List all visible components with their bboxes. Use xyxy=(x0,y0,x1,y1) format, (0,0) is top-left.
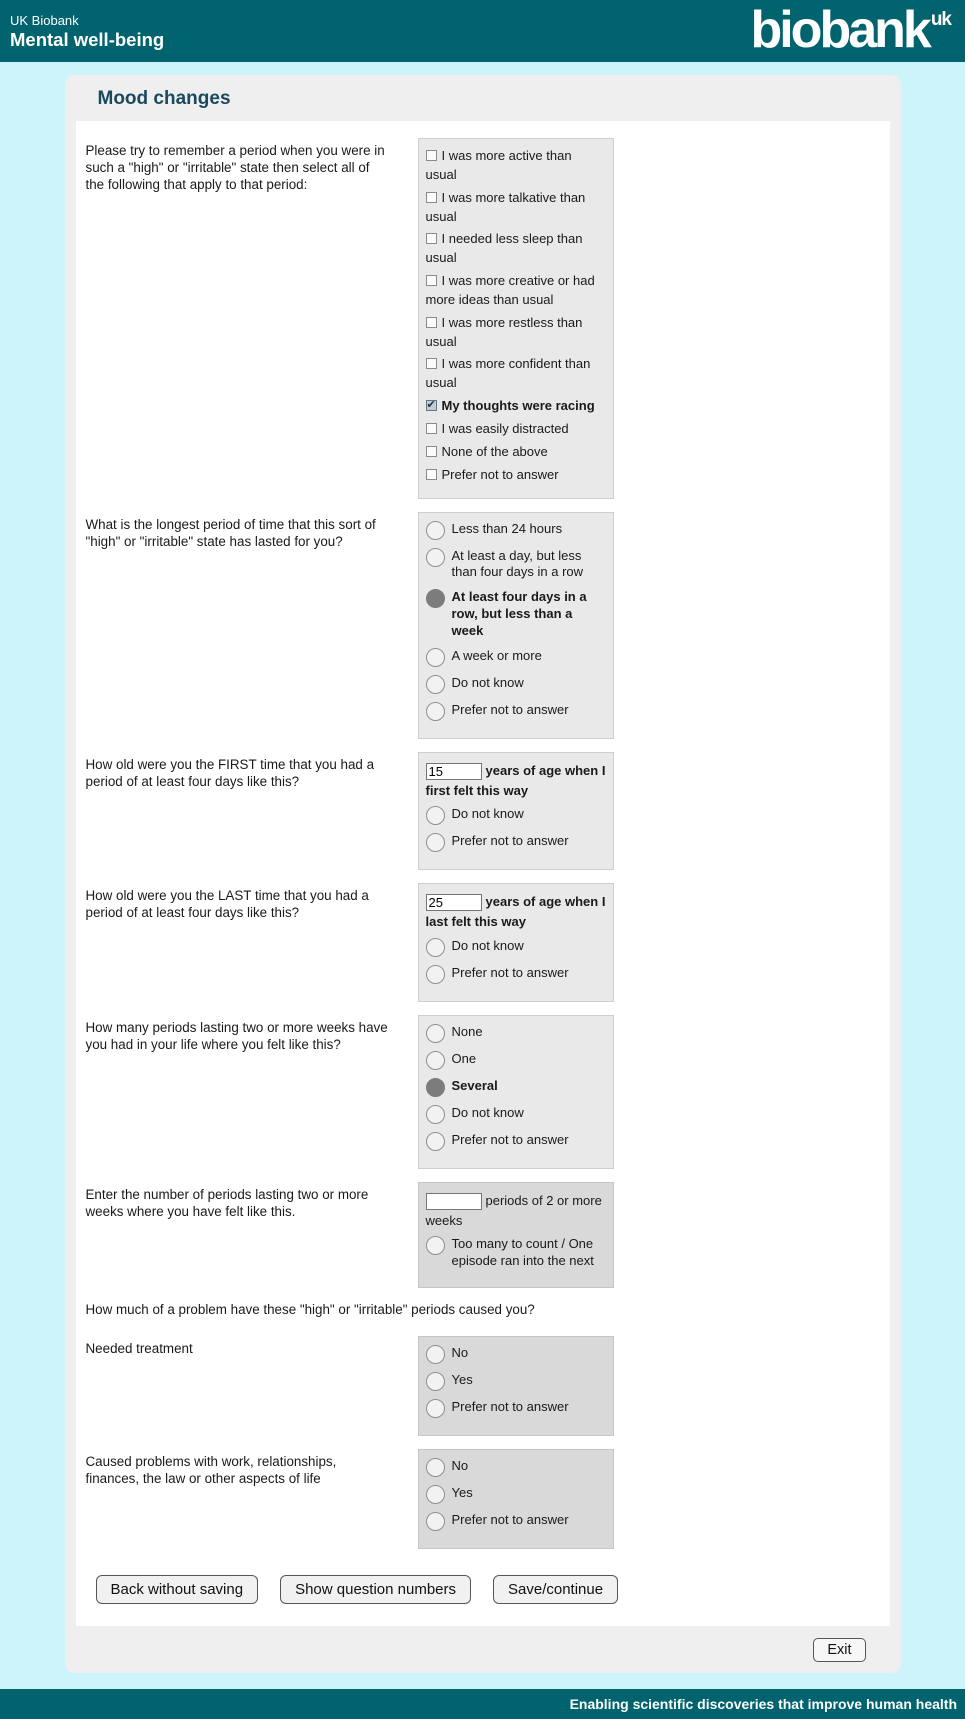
option-label: Prefer not to answer xyxy=(441,466,559,482)
radio-icon[interactable] xyxy=(426,1132,445,1151)
option-label: Prefer not to answer xyxy=(451,701,569,717)
age-first-input[interactable] xyxy=(426,763,482,780)
radio-icon[interactable] xyxy=(426,589,445,608)
option-label: At least four days in a row, but less than a week xyxy=(451,589,587,639)
radio-option[interactable] xyxy=(426,675,606,694)
radio-option[interactable] xyxy=(426,589,606,640)
checkbox-option[interactable] xyxy=(426,397,606,416)
option-label: I was more talkative than usual xyxy=(425,189,586,224)
question-text: How old were you the LAST time that you had a period of at least four days like this? xyxy=(85,888,369,921)
top-header-bar xyxy=(0,0,965,62)
radio-icon[interactable] xyxy=(426,1399,445,1418)
answer-box xyxy=(418,138,614,499)
exit-button[interactable]: Exit xyxy=(813,1638,865,1662)
radio-icon[interactable] xyxy=(426,1236,445,1255)
option-label: No xyxy=(451,1345,469,1360)
questionnaire-title: Mental well-being xyxy=(10,29,165,51)
option-label: Do not know xyxy=(451,806,524,822)
answer-box xyxy=(418,1182,614,1288)
option-label: I needed less sleep than usual xyxy=(425,231,583,266)
option-label: None xyxy=(451,1023,483,1039)
age-entry xyxy=(426,761,606,801)
radio-icon[interactable] xyxy=(426,1345,445,1364)
radio-icon[interactable] xyxy=(426,833,445,852)
answer-box xyxy=(418,1015,614,1169)
radio-option[interactable] xyxy=(426,1399,606,1418)
answer-box xyxy=(418,752,614,870)
checkbox-icon[interactable] xyxy=(426,192,437,203)
option-label: Prefer not to answer xyxy=(451,833,569,849)
option-label: No xyxy=(451,1458,469,1473)
radio-icon[interactable] xyxy=(426,648,445,667)
option-label: At least a day, but less than four days in a row xyxy=(451,547,584,580)
option-label: I was more creative or had more ideas than usual xyxy=(425,273,595,307)
form-actions xyxy=(96,1575,890,1604)
radio-option[interactable] xyxy=(426,548,606,582)
option-label: I was more active than usual xyxy=(425,148,572,182)
checkbox-icon[interactable] xyxy=(426,233,437,244)
input-suffix: years of age when I last felt this way xyxy=(425,894,606,930)
radio-icon[interactable] xyxy=(426,1485,445,1504)
question-row xyxy=(86,1336,890,1436)
checkbox-icon[interactable] xyxy=(426,400,437,411)
option-label: Prefer not to answer xyxy=(451,964,569,980)
option-label: None of the above xyxy=(441,443,548,459)
question-text: How many periods lasting two or more weeks have you had in your life where you felt like this? xyxy=(85,1019,388,1052)
checkbox-option[interactable] xyxy=(426,189,606,227)
radio-icon[interactable] xyxy=(426,548,445,567)
radio-option[interactable] xyxy=(426,806,606,825)
radio-option[interactable] xyxy=(426,833,606,852)
radio-option[interactable] xyxy=(426,1372,606,1391)
checkbox-option[interactable] xyxy=(426,466,606,485)
problem-heading: How much of a problem have these "high" or "irritable" periods caused you? xyxy=(85,1301,535,1317)
page-title: Mood changes xyxy=(97,88,231,109)
radio-option[interactable] xyxy=(426,1485,606,1504)
answer-box xyxy=(418,512,614,739)
radio-option[interactable] xyxy=(426,1236,606,1270)
radio-icon[interactable] xyxy=(426,1105,445,1124)
question-text: Caused problems with work, relationships, finances, the law or other aspects of life xyxy=(85,1454,337,1487)
radio-icon[interactable] xyxy=(426,521,445,540)
app-name: UK Biobank xyxy=(10,12,79,28)
checkbox-option[interactable] xyxy=(426,314,606,352)
biobank-logo-uk: uk xyxy=(930,8,951,30)
radio-icon[interactable] xyxy=(426,1458,445,1477)
option-label: I was easily distracted xyxy=(441,420,569,436)
footer-tagline: Enabling scientific discoveries that improve human health xyxy=(569,1696,957,1712)
option-label: One xyxy=(451,1050,477,1066)
checkbox-option[interactable] xyxy=(426,443,606,462)
question-row xyxy=(86,883,890,1001)
option-label: Yes xyxy=(451,1372,473,1387)
radio-icon[interactable] xyxy=(426,938,445,957)
option-label: Too many to count / One episode ran into the next xyxy=(451,1235,594,1268)
checkbox-icon[interactable] xyxy=(426,275,437,286)
question-row xyxy=(86,752,890,870)
save-continue-button[interactable]: Save/continue xyxy=(493,1575,618,1604)
radio-option[interactable] xyxy=(426,1458,606,1477)
option-label: Prefer not to answer xyxy=(451,1512,569,1527)
radio-option[interactable] xyxy=(426,702,606,721)
radio-option[interactable] xyxy=(426,1024,606,1043)
checkbox-icon[interactable] xyxy=(426,317,437,328)
biobank-logo xyxy=(750,1,951,59)
option-label: Several xyxy=(451,1077,498,1093)
question-text: How old were you the FIRST time that you had a period of at least four days like this? xyxy=(85,756,375,790)
checkbox-option[interactable] xyxy=(426,355,606,393)
answer-box xyxy=(418,1449,614,1549)
checkbox-icon[interactable] xyxy=(426,446,437,457)
radio-icon[interactable] xyxy=(426,965,445,984)
checkbox-icon[interactable] xyxy=(426,469,437,480)
radio-option[interactable] xyxy=(426,1051,606,1070)
radio-icon[interactable] xyxy=(426,1051,445,1070)
radio-option[interactable] xyxy=(426,965,606,984)
option-label: Less than 24 hours xyxy=(451,520,563,536)
option-label: A week or more xyxy=(451,647,542,663)
question-row xyxy=(86,512,890,739)
radio-option[interactable] xyxy=(426,1078,606,1097)
question-text: Please try to remember a period when you were in such a "high" or "irritable" state then select all of the following that apply to that period: xyxy=(85,143,385,193)
radio-option[interactable] xyxy=(426,1132,606,1151)
option-label: My thoughts were racing xyxy=(441,398,595,414)
radio-icon[interactable] xyxy=(426,1078,445,1097)
radio-icon[interactable] xyxy=(426,1024,445,1043)
radio-option[interactable] xyxy=(426,1105,606,1124)
answer-box xyxy=(418,1336,614,1436)
radio-icon[interactable] xyxy=(426,702,445,721)
checkbox-icon[interactable] xyxy=(426,423,437,434)
periods-entry xyxy=(426,1191,606,1231)
content-wrapper xyxy=(65,75,901,1673)
radio-option[interactable] xyxy=(426,1345,606,1364)
option-label: Prefer not to answer xyxy=(451,1399,569,1414)
back-without-saving-button[interactable]: Back without saving xyxy=(96,1575,259,1604)
option-label: Yes xyxy=(451,1485,473,1500)
age-entry xyxy=(426,892,606,932)
question-panel xyxy=(76,121,890,1626)
question-text: What is the longest period of time that this sort of "high" or "irritable" state has lasted for you? xyxy=(85,516,376,549)
checkbox-option[interactable] xyxy=(426,230,606,268)
wrapper-footer xyxy=(65,1626,901,1673)
header-titles xyxy=(0,11,164,52)
option-label: Do not know xyxy=(451,1104,524,1120)
show-question-numbers-button[interactable]: Show question numbers xyxy=(280,1575,471,1604)
input-suffix: periods of 2 or more weeks xyxy=(425,1192,602,1228)
option-label: Do not know xyxy=(451,937,524,953)
radio-icon[interactable] xyxy=(426,1512,445,1531)
checkbox-option[interactable] xyxy=(426,420,606,439)
radio-option[interactable] xyxy=(426,648,606,667)
biobank-logo-text: biobank xyxy=(750,1,929,59)
option-label: I was more confident than usual xyxy=(425,356,591,391)
option-label: Prefer not to answer xyxy=(451,1131,569,1147)
input-suffix: years of age when I first felt this way xyxy=(425,762,606,799)
radio-icon[interactable] xyxy=(426,1372,445,1391)
question-row xyxy=(86,1449,890,1549)
checkbox-option[interactable] xyxy=(426,272,606,310)
radio-option[interactable] xyxy=(426,1512,606,1531)
radio-icon[interactable] xyxy=(426,806,445,825)
option-label: I was more restless than usual xyxy=(425,314,583,349)
question-row xyxy=(86,138,890,499)
option-label: Do not know xyxy=(451,674,524,690)
question-row xyxy=(86,1015,890,1169)
periods-count-input[interactable] xyxy=(426,1193,482,1210)
site-footer-bar xyxy=(0,1689,965,1719)
question-text: Enter the number of periods lasting two or more weeks where you have felt like this. xyxy=(85,1186,369,1219)
checkbox-option[interactable] xyxy=(426,147,606,185)
question-row xyxy=(86,1182,890,1288)
answer-box xyxy=(418,883,614,1001)
checkbox-icon[interactable] xyxy=(426,150,437,161)
radio-icon[interactable] xyxy=(426,675,445,694)
age-last-input[interactable] xyxy=(426,894,482,911)
checkbox-icon[interactable] xyxy=(426,358,437,369)
radio-option[interactable] xyxy=(426,938,606,957)
question-text: Needed treatment xyxy=(85,1341,193,1356)
radio-option[interactable] xyxy=(426,521,606,540)
